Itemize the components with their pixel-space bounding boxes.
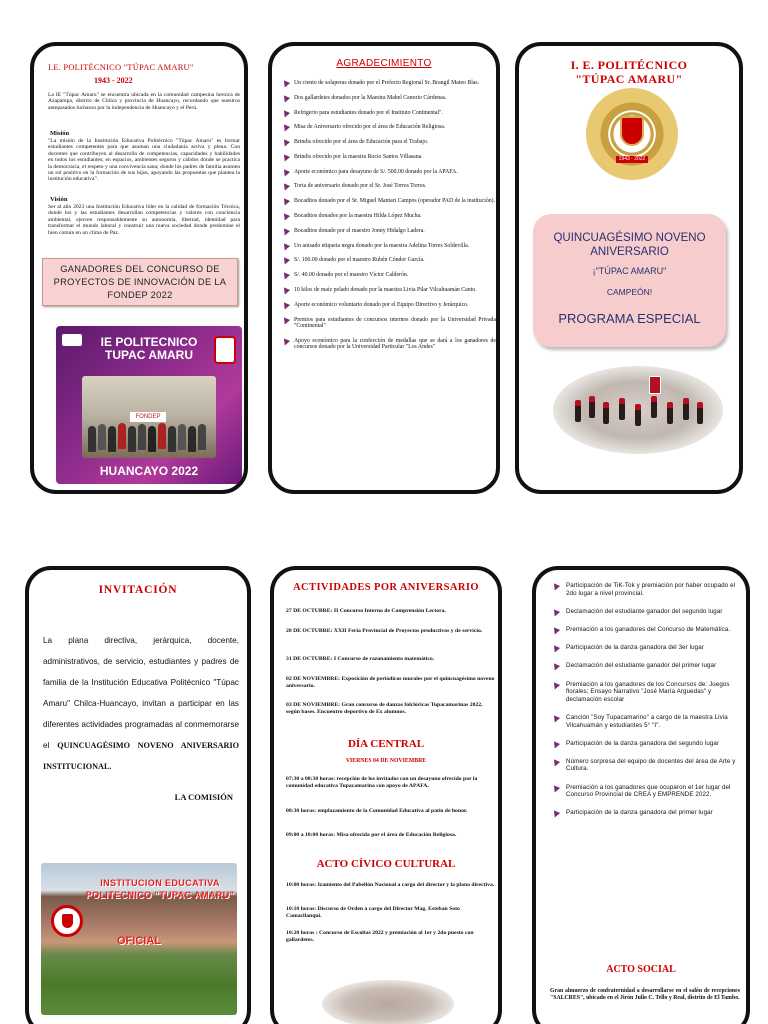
arrow-bullet-icon — [282, 228, 289, 235]
arrow-bullet-icon — [552, 741, 559, 748]
activity-item: 02 DE NOVIEMBRE: Exposición de periódicos murales por el quincuagésimo noveno aniversario. — [286, 676, 495, 689]
programa-especial: PROGRAMA ESPECIAL — [558, 311, 701, 326]
arrow-bullet-icon — [282, 95, 289, 102]
list-item: Aporte económico para desayuno de S/. 500.00 donado por la APAFA. — [280, 169, 496, 176]
list-item: Refrigerio para estudiantes donado por el Instituto Continental". — [280, 110, 496, 117]
schedule-item: 07:30 a 08:30 horas: recepción de los invitados con un desayuno ofrecido por la comunidad educativa Tupacamarina con apoyo de APAFA. — [286, 776, 478, 789]
list-item: Participación de la danza ganadora del primer lugar — [550, 809, 740, 817]
list-item: Premiación a los ganadores que ocuparon el 1er lugar del Concurso Provincial de CREA y EMPRENDE 2022. — [550, 784, 740, 799]
arrow-bullet-icon — [282, 243, 289, 250]
list-item: S/. 40.00 donado por el maestro Víctor Calderón. — [280, 272, 496, 279]
list-item: Un anisado etiqueta negra donado por la maestra Adelina Torres Soldevilla. — [280, 243, 496, 250]
program-panel — [532, 566, 750, 1024]
arrow-bullet-icon — [552, 759, 559, 766]
photo-badge: OFICIAL — [117, 935, 161, 947]
schedule-item: 09:00 a 10:00 horas: Misa ofrecida por el área de Educación Religiosa. — [286, 832, 457, 838]
history-panel — [30, 42, 248, 494]
panel-title: I.E. POLITÉCNICO "TÚPAC AMARU" — [48, 62, 194, 72]
invitation-text: La plana directiva, jerárquica, docente, administrativos, de servicio, estudiantes y padres de familia de la Institución Educativa Politécnico "Túpac Amaru" Chilca-Huancayo, invitan a participar en las diferentes actividades programadas al conmemorarse el QUINCUAGÉSIMO NOVENO ANIVERSARIO INSTITUCIONAL. — [43, 636, 239, 771]
dia-central-date: VIERNES 04 DE NOVIEMBRE — [345, 758, 427, 764]
arrow-bullet-icon — [282, 257, 289, 264]
list-item: Número sorpresa del equipo de docentes del área de Arte y Cultura. — [550, 758, 740, 773]
arrow-bullet-icon — [282, 139, 289, 146]
list-item: Premiación a los ganadores del Concurso de Matemática. — [550, 626, 740, 634]
arrow-bullet-icon — [282, 154, 289, 161]
ganadores-banner: GANADORES DEL CONCURSO DE PROYECTOS DE INNOVACIÓN DE LA FONDEP 2022 — [42, 258, 238, 306]
list-item: Bocaditos donado por el maestro Jonny Hidalgo Ladera. — [280, 228, 496, 235]
arrow-bullet-icon — [282, 183, 289, 190]
arrow-bullet-icon — [282, 110, 289, 117]
arrow-bullet-icon — [282, 169, 289, 176]
arrow-bullet-icon — [552, 810, 559, 817]
activity-item: 27 DE OCTUBRE: II Concurso Interno de Comprensión Lectora. — [286, 608, 446, 614]
thanks-list — [280, 80, 496, 359]
vision-heading: Visión — [50, 196, 68, 203]
dance-photo — [553, 366, 723, 454]
list-item: Declamación del estudiante ganador del segundo lugar — [550, 608, 740, 616]
activities-panel — [270, 566, 502, 1024]
program-list — [550, 582, 740, 828]
vision-text: Ser al año 2023 una Institución Educativa líder en la calidad de formación Técnica, donde los y las estudiantes desarrollan competencias y valores con conciencia ambiental, ejercen responsablemente su autonomía, libertad, identidad para transformar el mundo laboral y construir una nueva sociedad donde predomine el bien común en un clima de Paz. — [48, 204, 240, 236]
dia-central-heading: DÍA CENTRAL — [347, 738, 425, 750]
list-item: Canción "Soy Tupacamarino" a cargo de la maestra Livia Vilcahuamán y estudiantes 5° "I". — [550, 714, 740, 729]
agradecimiento-panel — [268, 42, 500, 494]
arrow-bullet-icon — [282, 317, 289, 324]
panel-title: INVITACIÓN — [98, 584, 178, 596]
arrow-bullet-icon — [282, 287, 289, 294]
mision-heading: Misión — [50, 130, 70, 137]
list-item: Brindis ofrecido por la maestra Rocío Santos Villasana. — [280, 154, 496, 161]
cover-title-line1: I. E. POLITÉCNICO — [570, 58, 688, 72]
list-item: S/. 100.00 donado por el maestro Rubén Cóndor García. — [280, 257, 496, 264]
arrow-bullet-icon — [282, 338, 289, 345]
cover-panel — [515, 42, 743, 494]
acto-civico-heading: ACTO CÍVICO CULTURAL — [316, 858, 456, 870]
activity-item: 03 DE NOVIEMBRE: Gran concurso de danzas folclóricas Tupacamarinas 2022, según bases. Encuentro deportivo de Ex alumnos. — [286, 702, 483, 715]
anniversary-campeon: CAMPEÓN! — [606, 287, 653, 297]
acto-social-heading: ACTO SOCIAL — [606, 964, 676, 975]
photo-footer: HUANCAYO 2022 — [99, 464, 199, 478]
schedule-item: 10:00 horas: Izamiento del Pabellón Nacional a cargo del director y la plana directiva. — [286, 882, 495, 888]
list-item: Aporte económico voluntario donado por el Equipo Directivo y Jerárquico. — [280, 302, 496, 309]
arrow-bullet-icon — [282, 124, 289, 131]
list-item: Premiación a los ganadores de los Concursos de: Juegos florales; Ensayo Narrativo "José María Arguedas" y declamación escolar — [550, 681, 740, 704]
parade-photo — [322, 980, 454, 1024]
arrow-bullet-icon — [282, 272, 289, 279]
signature: LA COMISIÓN — [174, 792, 233, 802]
panel-title: ACTIVIDADES POR ANIVERSARIO — [293, 582, 479, 593]
mision-text: "La misión de la Institución Educativa Politécnico "Túpac Amaru" es formar estudiantes competentes para que asuman una ciudadanía activa y plena. Con docentes que contribuyen al desarrollo de competencias, capacidades y habilidades en todos los estudiantes; en espacios, ambientes seguros y cálidos donde se practica la democracia, el respeto y una convivencia sana; donde los padres de familia asumen un rol positivo en la formación de sus hijos, apoyando las propuestas que plantea la institución educativa". — [48, 138, 240, 183]
school-photo — [41, 863, 237, 1015]
group-photo — [82, 376, 216, 458]
arrow-bullet-icon — [282, 302, 289, 309]
list-item: Bocaditos donado por el Sr. Miguel Mantari Campos (operador PAD de la institución). — [280, 198, 496, 205]
list-item: Declamación del estudiante ganador del primer lugar — [550, 662, 740, 670]
list-item: Misa de Aniversario ofrecido por el área de Educación Religiosa. — [280, 124, 496, 131]
schedule-item: 10:20 horas : Concurso de Escoltas 2022 y premiación al 1er y 2do puesto con gallardetes. — [286, 930, 474, 943]
anniversary-title: QUINCUAGÉSIMO NOVENO ANIVERSARIO — [553, 232, 706, 258]
list-item: Participación de la danza ganadora del 3er lugar — [550, 644, 740, 652]
fondep-logo — [62, 334, 82, 346]
schedule-item: 10:10 horas: Discurso de Orden a cargo del Director Mag. Esteban Soto Camacllanqui. — [286, 906, 460, 919]
invitation-panel — [25, 566, 251, 1024]
arrow-bullet-icon — [552, 682, 559, 689]
school-logo — [586, 88, 678, 180]
fondep-photo — [56, 326, 242, 484]
list-item: Premios para estudiantes de concursos internos donado por la Universidad Privada "Continental" — [280, 317, 496, 330]
list-item: Participación de TiK-Tok y premiación por haber ocupado el 2do lugar a nivel provincial. — [550, 582, 740, 597]
cover-title-line2: "TÚPAC AMARU" — [575, 72, 683, 86]
arrow-bullet-icon — [552, 609, 559, 616]
list-item: Bocaditos donados por la maestra Hilda López Mucha. — [280, 213, 496, 220]
shield-icon — [620, 116, 644, 146]
flag-icon — [649, 376, 661, 394]
list-item: Brindis ofrecido por el área de Educación para el Trabajo. — [280, 139, 496, 146]
acto-social-text: Gran almuerzo de confraternidad a desarrollarse en el salón de recepciones "SALCRES", ubicado en el Jirón Julio C. Tello y Real, distrito de El Tambo. — [550, 988, 740, 1001]
arrow-bullet-icon — [552, 785, 559, 792]
logo-years: 1943 - 2022 — [616, 156, 648, 163]
arrow-bullet-icon — [282, 198, 289, 205]
arrow-bullet-icon — [282, 213, 289, 220]
anniversary-cheer: ¡"TÚPAC AMARU" — [592, 266, 667, 276]
photo-title: IE POLITECNICO TUPAC AMARU — [100, 335, 198, 362]
list-item: Torta de aniversario donado por el Sr. José Torres Torres. — [280, 183, 496, 190]
photo-title: INSTITUCION EDUCATIVA POLITECNICO "TUPAC AMARU" — [85, 878, 235, 900]
schedule-item: 08:30 horas: emplazamiento de la Comunidad Educativa al patio de honor. — [286, 808, 468, 814]
school-seal-icon — [214, 336, 236, 364]
arrow-bullet-icon — [282, 80, 289, 87]
years-label: 1943 - 2022 — [94, 76, 133, 85]
arrow-bullet-icon — [552, 663, 559, 670]
list-item: 10 kilos de maíz pelado donado por la maestra Livia Pilar Vilcahuamán Canto. — [280, 287, 496, 294]
school-seal-icon — [51, 905, 83, 937]
arrow-bullet-icon — [552, 715, 559, 722]
fondep-banner: FONDEP — [130, 412, 166, 422]
list-item: Un ciento de solaperas donado por el Prefecto Regional Sr. Brangil Mateo Blas. — [280, 80, 496, 87]
anniversary-box — [533, 214, 726, 347]
arrow-bullet-icon — [552, 583, 559, 590]
panel-title: AGRADECIMIENTO — [336, 58, 432, 69]
activity-item: 28 DE OCTUBRE: XXII Feria Provincial de Proyectos productivos y de servicio. — [286, 628, 483, 634]
list-item: Participación de la danza ganadora del segundo lugar — [550, 740, 740, 748]
arrow-bullet-icon — [552, 645, 559, 652]
arrow-bullet-icon — [552, 627, 559, 634]
list-item: Dos gallardetes donados por la Maestra Mabel Canorio Cárdenas. — [280, 95, 496, 102]
list-item: Apoyo económico para la confección de medallas que se dará a los ganadores de concursos donado por la Universidad Particular "Los Andes" — [280, 338, 496, 351]
intro-text: La IE "Túpac Amaru" se encuentra ubicada en la comunidad campesina heroica de Azapampa, distrito de Chilca y provincia de Huancayo, recordando que nuestros antepasados lucharon por la independencia de Huancayo y el Perú. — [48, 92, 240, 111]
activity-item: 31 DE OCTUBRE: I Concurso de razonamiento matemático. — [286, 656, 435, 662]
